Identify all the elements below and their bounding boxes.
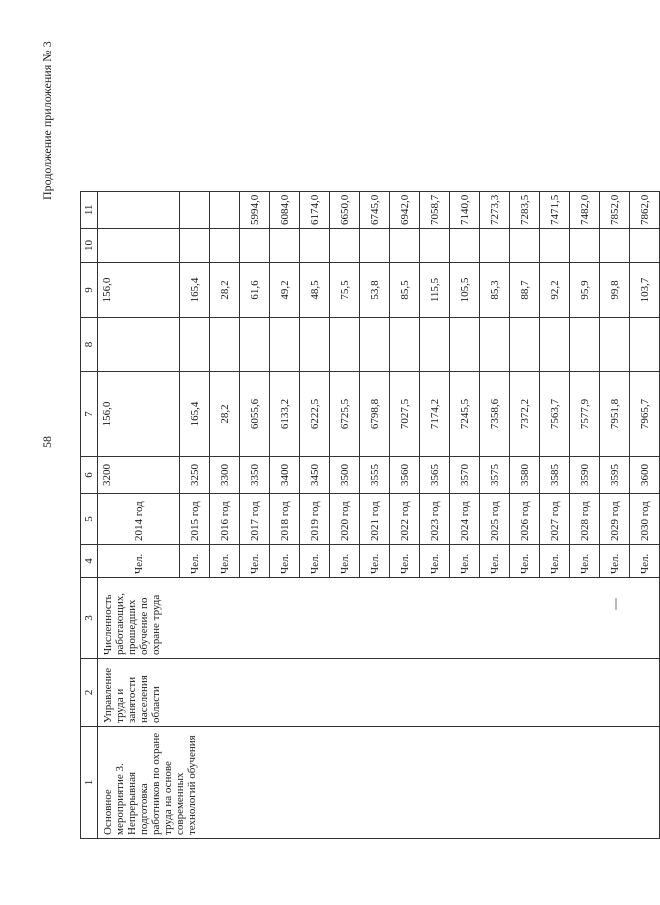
value-cell bbox=[450, 229, 480, 263]
value-cell bbox=[540, 229, 570, 263]
value-cell: 6133,2 bbox=[270, 372, 300, 457]
unit-cell: Чел. bbox=[540, 545, 570, 578]
year-cell: 2018 год bbox=[270, 494, 300, 545]
value-cell: 3350 bbox=[240, 457, 270, 494]
unit-cell: Чел. bbox=[510, 545, 540, 578]
value-cell bbox=[180, 229, 210, 263]
value-cell bbox=[630, 318, 660, 372]
value-cell bbox=[98, 191, 180, 228]
value-cell bbox=[390, 229, 420, 263]
value-cell: 75,5 bbox=[330, 263, 360, 318]
value-cell bbox=[98, 229, 180, 263]
year-cell: 2030 год bbox=[630, 494, 660, 545]
value-cell: 3300 bbox=[210, 457, 240, 494]
value-cell: 5994,0 bbox=[240, 191, 270, 228]
unit-cell: Чел. bbox=[600, 545, 630, 578]
value-cell bbox=[480, 318, 510, 372]
value-cell: 7862,0 bbox=[630, 191, 660, 228]
value-cell: 3570 bbox=[450, 457, 480, 494]
value-cell: 3560 bbox=[390, 457, 420, 494]
unit-cell: Чел. bbox=[180, 545, 210, 578]
year-cell: 2028 год bbox=[570, 494, 600, 545]
unit-cell: Чел. bbox=[240, 545, 270, 578]
value-cell: 3200 bbox=[98, 457, 180, 494]
value-cell bbox=[330, 229, 360, 263]
header-cell: 3 bbox=[81, 578, 98, 659]
value-cell: 3575 bbox=[480, 457, 510, 494]
year-cell: 2021 год bbox=[360, 494, 390, 545]
value-cell: 3450 bbox=[300, 457, 330, 494]
value-cell: 3565 bbox=[420, 457, 450, 494]
value-cell: 6745,0 bbox=[360, 191, 390, 228]
value-cell: 7577,9 bbox=[570, 372, 600, 457]
value-cell bbox=[270, 229, 300, 263]
value-cell bbox=[630, 229, 660, 263]
value-cell: 6222,5 bbox=[300, 372, 330, 457]
value-cell bbox=[300, 318, 330, 372]
value-cell bbox=[420, 318, 450, 372]
value-cell: 165,4 bbox=[180, 372, 210, 457]
unit-cell: Чел. bbox=[300, 545, 330, 578]
year-cell: 2029 год bbox=[600, 494, 630, 545]
value-cell bbox=[570, 318, 600, 372]
value-cell: 85,3 bbox=[480, 263, 510, 318]
value-cell: 92,2 bbox=[540, 263, 570, 318]
year-cell: 2022 год bbox=[390, 494, 420, 545]
value-cell bbox=[600, 318, 630, 372]
year-cell: 2019 год bbox=[300, 494, 330, 545]
header-cell: 9 bbox=[81, 263, 98, 318]
value-cell bbox=[210, 191, 240, 228]
value-cell: 28,2 bbox=[210, 263, 240, 318]
value-cell: 7372,2 bbox=[510, 372, 540, 457]
value-cell: 165,4 bbox=[180, 263, 210, 318]
value-cell: 3595 bbox=[600, 457, 630, 494]
value-cell bbox=[600, 229, 630, 263]
value-cell: 6798,8 bbox=[360, 372, 390, 457]
value-cell bbox=[510, 229, 540, 263]
value-cell bbox=[540, 318, 570, 372]
value-cell bbox=[360, 229, 390, 263]
value-cell: 7283,5 bbox=[510, 191, 540, 228]
table-header-row bbox=[81, 191, 98, 838]
value-cell: 6725,5 bbox=[330, 372, 360, 457]
value-cell: 7140,0 bbox=[450, 191, 480, 228]
scan-artifact bbox=[615, 598, 617, 610]
value-cell: 7471,5 bbox=[540, 191, 570, 228]
year-cell: 2016 год bbox=[210, 494, 240, 545]
value-cell: 3250 bbox=[180, 457, 210, 494]
program-table bbox=[80, 191, 660, 839]
value-cell: 7058,7 bbox=[420, 191, 450, 228]
unit-cell: Чел. bbox=[210, 545, 240, 578]
value-cell bbox=[240, 229, 270, 263]
value-cell bbox=[240, 318, 270, 372]
year-cell: 2027 год bbox=[540, 494, 570, 545]
value-cell: 7482,0 bbox=[570, 191, 600, 228]
unit-cell: Чел. bbox=[450, 545, 480, 578]
value-cell: 85,5 bbox=[390, 263, 420, 318]
value-cell: 6055,6 bbox=[240, 372, 270, 457]
unit-cell: Чел. bbox=[270, 545, 300, 578]
value-cell: 7273,3 bbox=[480, 191, 510, 228]
year-cell: 2024 год bbox=[450, 494, 480, 545]
unit-cell: Чел. bbox=[390, 545, 420, 578]
unit-cell: Чел. bbox=[360, 545, 390, 578]
value-cell: 99,8 bbox=[600, 263, 630, 318]
value-cell: 6084,0 bbox=[270, 191, 300, 228]
table-body bbox=[98, 191, 660, 838]
value-cell: 156,0 bbox=[98, 372, 180, 457]
value-cell: 3400 bbox=[270, 457, 300, 494]
value-cell: 7245,5 bbox=[450, 372, 480, 457]
value-cell: 7852,0 bbox=[600, 191, 630, 228]
value-cell: 7965,7 bbox=[630, 372, 660, 457]
value-cell: 3585 bbox=[540, 457, 570, 494]
value-cell: 48,5 bbox=[300, 263, 330, 318]
value-cell: 88,7 bbox=[510, 263, 540, 318]
executor-cell: Управление труда и занятости населения области bbox=[98, 659, 660, 727]
header-cell: 1 bbox=[81, 727, 98, 839]
year-cell: 2017 год bbox=[240, 494, 270, 545]
header-cell: 10 bbox=[81, 229, 98, 263]
value-cell bbox=[480, 229, 510, 263]
value-cell bbox=[270, 318, 300, 372]
value-cell: 7358,6 bbox=[480, 372, 510, 457]
value-cell bbox=[360, 318, 390, 372]
year-cell: 2014 год bbox=[98, 494, 180, 545]
value-cell: 103,7 bbox=[630, 263, 660, 318]
value-cell: 6650,0 bbox=[330, 191, 360, 228]
unit-cell: Чел. bbox=[570, 545, 600, 578]
value-cell: 105,5 bbox=[450, 263, 480, 318]
value-cell: 28,2 bbox=[210, 372, 240, 457]
header-cell: 8 bbox=[81, 318, 98, 372]
unit-cell: Чел. bbox=[630, 545, 660, 578]
value-cell: 53,8 bbox=[360, 263, 390, 318]
value-cell: 156,0 bbox=[98, 263, 180, 318]
value-cell bbox=[420, 229, 450, 263]
year-cell: 2015 год bbox=[180, 494, 210, 545]
value-cell: 7563,7 bbox=[540, 372, 570, 457]
unit-cell: Чел. bbox=[98, 545, 180, 578]
header-cell: 11 bbox=[81, 191, 98, 228]
value-cell bbox=[570, 229, 600, 263]
value-cell bbox=[300, 229, 330, 263]
value-cell: 3500 bbox=[330, 457, 360, 494]
unit-cell: Чел. bbox=[420, 545, 450, 578]
header-cell: 7 bbox=[81, 372, 98, 457]
value-cell bbox=[510, 318, 540, 372]
header-cell: 2 bbox=[81, 659, 98, 727]
value-cell bbox=[180, 191, 210, 228]
header-cell: 4 bbox=[81, 545, 98, 578]
year-cell: 2025 год bbox=[480, 494, 510, 545]
value-cell bbox=[210, 318, 240, 372]
value-cell: 61,6 bbox=[240, 263, 270, 318]
value-cell: 7951,8 bbox=[600, 372, 630, 457]
indicator-cell: Численность работающих, прошедших обучение по охране труда bbox=[98, 578, 660, 659]
year-cell: 2020 год bbox=[330, 494, 360, 545]
unit-cell: Чел. bbox=[480, 545, 510, 578]
value-cell bbox=[210, 229, 240, 263]
header-cell: 5 bbox=[81, 494, 98, 545]
value-cell bbox=[390, 318, 420, 372]
value-cell: 95,9 bbox=[570, 263, 600, 318]
value-cell: 3590 bbox=[570, 457, 600, 494]
value-cell bbox=[450, 318, 480, 372]
value-cell bbox=[330, 318, 360, 372]
value-cell: 6942,0 bbox=[390, 191, 420, 228]
value-cell: 6174,0 bbox=[300, 191, 330, 228]
value-cell: 115,5 bbox=[420, 263, 450, 318]
unit-cell: Чел. bbox=[330, 545, 360, 578]
value-cell: 7174,2 bbox=[420, 372, 450, 457]
header-cell: 6 bbox=[81, 457, 98, 494]
value-cell bbox=[98, 318, 180, 372]
table-row bbox=[98, 191, 180, 838]
value-cell: 7027,5 bbox=[390, 372, 420, 457]
value-cell bbox=[180, 318, 210, 372]
appendix-continuation-note: Продолжение приложения № 3 bbox=[40, 41, 54, 200]
value-cell: 3600 bbox=[630, 457, 660, 494]
year-cell: 2023 год bbox=[420, 494, 450, 545]
page-number: 58 bbox=[40, 436, 54, 448]
value-cell: 3580 bbox=[510, 457, 540, 494]
year-cell: 2026 год bbox=[510, 494, 540, 545]
value-cell: 49,2 bbox=[270, 263, 300, 318]
measure-cell: Основное мероприятие 3. Непрерывная подготовка работников по охране труда на основе современных технологий обучения bbox=[98, 727, 660, 839]
value-cell: 3555 bbox=[360, 457, 390, 494]
